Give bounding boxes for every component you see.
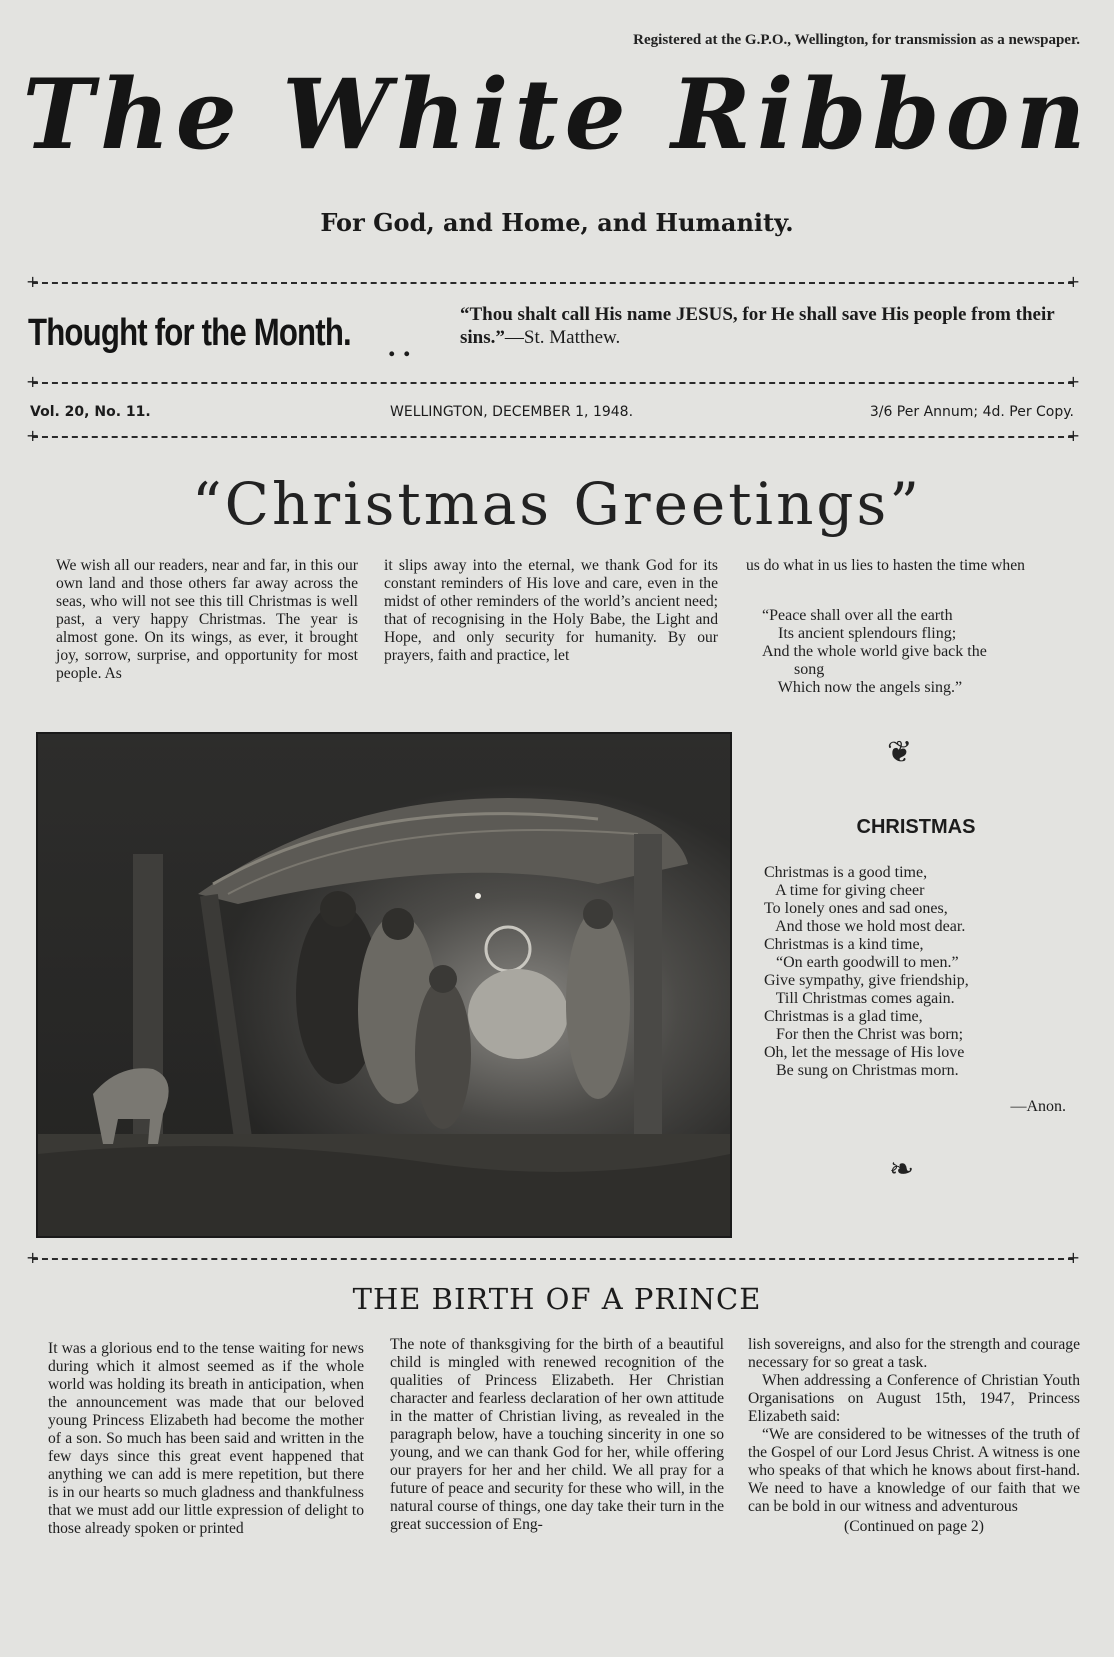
thought-label: Thought for the Month.	[28, 312, 351, 354]
poem-line: And the whole world give back the	[762, 643, 987, 660]
thought-dots: . .	[388, 330, 411, 363]
thought-quote	[460, 303, 1080, 349]
christmas-poem-title: CHRISTMAS	[856, 816, 976, 838]
dateline: WELLINGTON, DECEMBER 1, 1948.	[390, 404, 634, 420]
thought-attribution: —St. Matthew.	[504, 327, 621, 348]
poem-author: —Anon.	[1010, 1098, 1066, 1115]
divider-rule	[32, 382, 1074, 384]
masthead-title: The White Ribbon	[22, 58, 1092, 171]
poem-line: Be sung on Christmas morn.	[764, 1062, 959, 1079]
greetings-column-1: We wish all our readers, near and far, in this our own land and those others far away across the seas, who will not see this till Christmas is well past, a very happy Christmas. The year is almost gone. On its wings, as ever, it brought joy, sorrow, surprise, and opportunity for most people. As	[56, 557, 358, 682]
poem-line: A time for giving cheer	[764, 882, 925, 899]
birth-headline: THE BIRTH OF A PRINCE	[352, 1282, 762, 1316]
poem-line: Christmas is a kind time,	[764, 936, 924, 953]
poem-line: “On earth goodwill to men.”	[764, 954, 959, 971]
poem-line: Christmas is a good time,	[764, 864, 928, 881]
registration-notice: Registered at the G.P.O., Wellington, for transmission as a newspaper.	[633, 32, 1080, 48]
greetings-column-3: us do what in us lies to hasten the time when	[746, 557, 1025, 574]
greetings-headline: “Christmas Greetings”	[192, 470, 922, 538]
birth-column-3	[748, 1336, 1080, 1536]
christmas-poem	[764, 864, 969, 1080]
thought-quote-text: “Thou shalt call His name JESUS, for He shall save His people from their sins.”	[460, 304, 1055, 348]
poem-line: song	[762, 661, 825, 678]
greetings-poem	[762, 607, 987, 697]
continued-notice: (Continued on page 2)	[844, 1518, 984, 1535]
poem-line: To lonely ones and sad ones,	[764, 900, 948, 917]
volume-number: Vol. 20, No. 11.	[30, 404, 151, 420]
motto: For God, and Home, and Humanity.	[320, 208, 794, 237]
greetings-column-2: it slips away into the eternal, we thank God for its constant reminders of His love and care, even in the midst of other reminders of the world’s ancient need; that of recognising in the Holy Babe, the Light and Hope, and only security for humanity. By our prayers, faith and practice, let	[384, 557, 718, 664]
poem-line: Which now the angels sing.”	[762, 679, 963, 696]
birth-paragraph: When addressing a Conference of Christian Youth Organisations on August 15th, 1947, Princess Elizabeth said:	[748, 1372, 1080, 1425]
subscription-price: 3/6 Per Annum; 4d. Per Copy.	[869, 404, 1074, 420]
poem-line: Christmas is a glad time,	[764, 1008, 923, 1025]
poem-line: Till Christmas comes again.	[764, 990, 955, 1007]
poem-line: Its ancient splendours fling;	[762, 625, 957, 642]
fleuron-ornament: ❧	[889, 1152, 915, 1187]
poem-line: Give sympathy, give friendship,	[764, 972, 969, 989]
divider-rule	[32, 1258, 1074, 1260]
poem-line: Oh, let the message of His love	[764, 1044, 965, 1061]
poem-line: And those we hold most dear.	[764, 918, 966, 935]
birth-column-1: It was a glorious end to the tense waiting for news during which it almost seemed as if the whole world was holding its breath in anticipation, when the announcement was made that our beloved young Princess Elizabeth had become the mother of a son. So much has been said and written in the few days since this great event happened that anything we can add is mere repetition, but there is in our hearts so much gladness and thankfulness that we must add our little expression of delight to those already spoken or printed	[48, 1340, 364, 1537]
birth-paragraph: “We are considered to be witnesses of the truth of the Gospel of our Lord Jesus Christ. A witness is one who speaks of that which he knows about first-hand. We need to have a knowledge of our faith that we can be bold in our witness and adventurous	[748, 1426, 1080, 1515]
birth-paragraph: lish sovereigns, and also for the strength and courage necessary for so great a task.	[748, 1336, 1080, 1371]
birth-column-2: The note of thanksgiving for the birth of a beautiful child is mingled with renewed recognition of the qualities of Princess Elizabeth. Her Christian character and fearless declaration of her own attitude in the matter of Christian living, as revealed in the paragraph below, have a touching sincerity in one so young, and we can thank God for her, while offering our prayers for her and her child. We all pray for a future of peace and security for these who will, in the natural course of things, one day take their turn in the great succession of Eng-	[390, 1336, 724, 1533]
fleuron-ornament: ❦	[887, 735, 913, 770]
poem-line: “Peace shall over all the earth	[762, 607, 953, 624]
divider-rule	[32, 282, 1074, 284]
nativity-illustration	[38, 734, 730, 1236]
poem-line: For then the Christ was born;	[764, 1026, 964, 1043]
divider-rule	[32, 436, 1074, 438]
nativity-photo	[36, 732, 732, 1238]
